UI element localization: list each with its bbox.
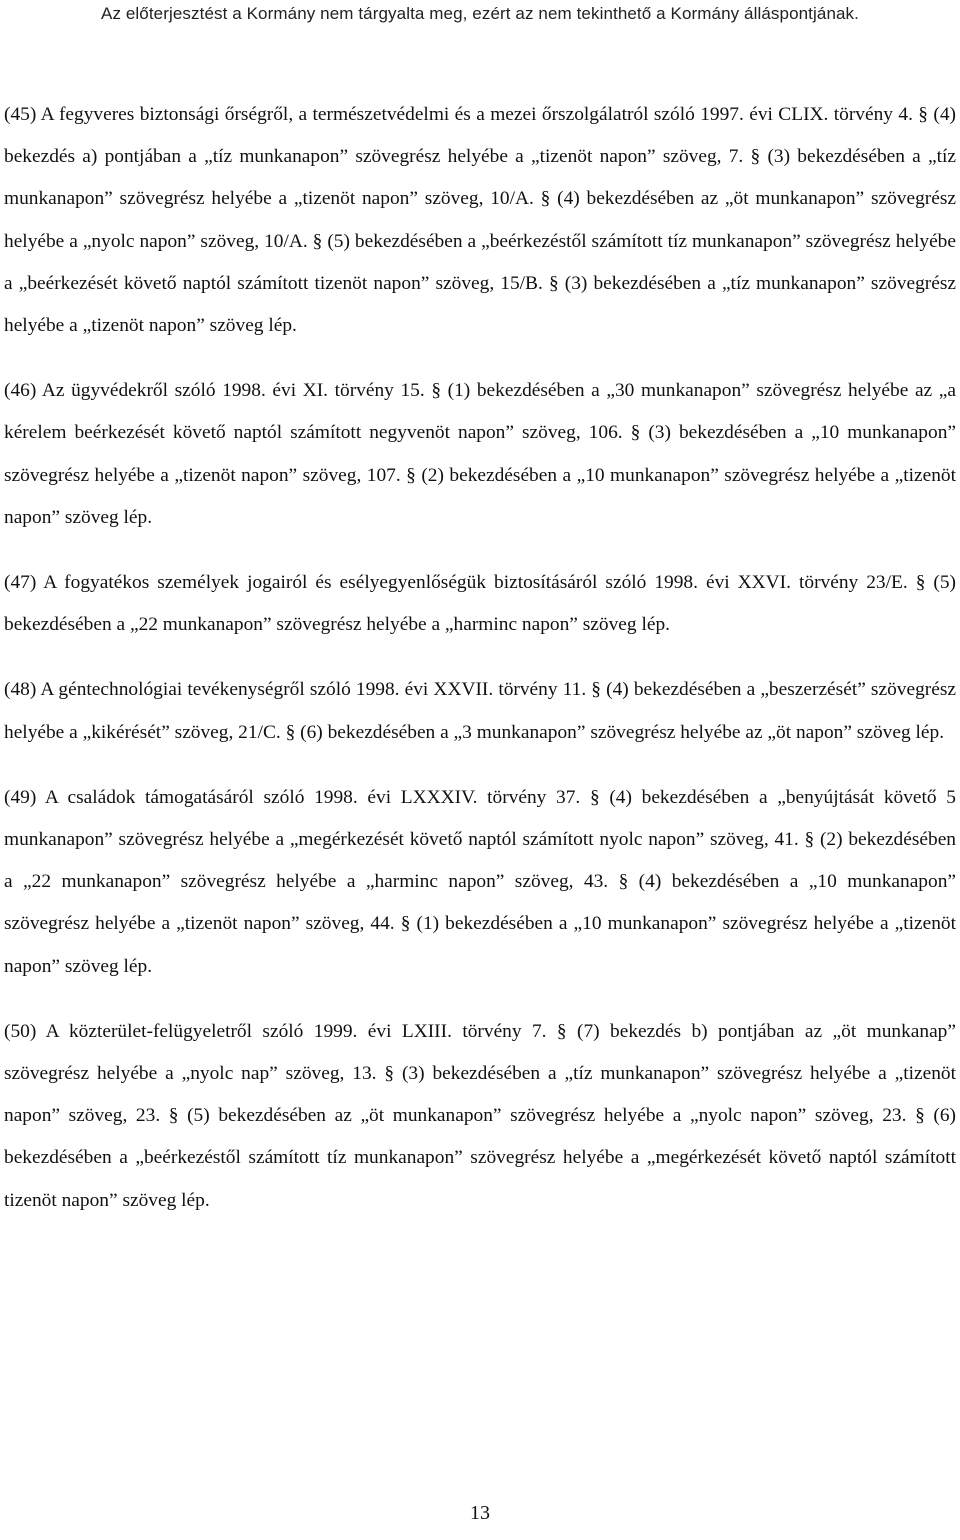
paragraph-48: (48) A géntechnológiai tevékenységről szóló 1998. évi XXVII. törvény 11. § (4) bekezdésében a „beszerzését” szövegrész helyébe a „kikérését” szöveg, 21/C. § (6) bekezdésében a „3 munkanapon” szövegrész helyébe az „öt napon” szöveg lép.	[4, 679, 956, 743]
page-number: 13	[470, 1502, 490, 1524]
disclaimer-header: Az előterjesztést a Kormány nem tárgyalta meg, ezért az nem tekinthető a Kormány álláspontjának.	[101, 4, 859, 23]
paragraph-49: (49) A családok támogatásáról szóló 1998. évi LXXXIV. törvény 37. § (4) bekezdésében a „benyújtását követő 5 munkanapon” szövegrész helyébe a „megérkezését követő naptól számított nyolc napon” szöveg, 41. § (2) bekezdésében a „22 munkanapon” szövegrész helyébe a „harminc napon” szöveg, 43. § (4) bekezdésében a „10 munkanapon” szövegrész helyébe a „tizenöt napon” szöveg, 44. § (1) bekezdésében a „10 munkanapon” szövegrész helyébe a „tizenöt napon” szöveg lép.	[4, 786, 956, 977]
document-body	[4, 94, 956, 1245]
paragraph-50: (50) A közterület-felügyeletről szóló 1999. évi LXIII. törvény 7. § (7) bekezdés b) pontjában az „öt munkanap” szövegrész helyébe a „nyolc nap” szöveg, 13. § (3) bekezdésében a „tíz munkanapon” szövegrész helyébe a „tizenöt napon” szöveg, 23. § (5) bekezdésében az „öt munkanapon” szövegrész helyébe a „nyolc napon” szöveg, 23. § (6) bekezdésében a „beérkezéstől számított tíz munkanapon” szövegrész helyébe a „megérkezését követő naptól számított tizenöt napon” szöveg lép.	[4, 1020, 956, 1211]
paragraph-45: (45) A fegyveres biztonsági őrségről, a természetvédelmi és a mezei őrszolgálatról szóló 1997. évi CLIX. törvény 4. § (4) bekezdés a) pontjában a „tíz munkanapon” szövegrész helyébe a „tizenöt napon” szöveg, 7. § (3) bekezdésében a „tíz munkanapon” szövegrész helyébe a „tizenöt napon” szöveg, 10/A. § (4) bekezdésében az „öt munkanapon” szövegrész helyébe a „nyolc napon” szöveg, 10/A. § (5) bekezdésében a „beérkezéstől számított tíz munkanapon” szövegrész helyébe a „beérkezését követő naptól számított tizenöt napon” szöveg, 15/B. § (3) bekezdésében a „tíz munkanapon” szövegrész helyébe a „tizenöt napon” szöveg lép.	[4, 104, 956, 337]
paragraph-46: (46) Az ügyvédekről szóló 1998. évi XI. törvény 15. § (1) bekezdésében a „30 munkanapon” szövegrész helyébe az „a kérelem beérkezését követő naptól számított negyvenöt napon” szöveg, 106. § (3) bekezdésében a „10 munkanapon” szövegrész helyébe a „tizenöt napon” szöveg, 107. § (2) bekezdésében a „10 munkanapon” szövegrész helyébe a „tizenöt napon” szöveg lép.	[4, 380, 956, 528]
paragraph-47: (47) A fogyatékos személyek jogairól és esélyegyenlőségük biztosításáról szóló 1998. évi XXVI. törvény 23/E. § (5) bekezdésében a „22 munkanapon” szövegrész helyébe a „harminc napon” szöveg lép.	[4, 572, 956, 636]
